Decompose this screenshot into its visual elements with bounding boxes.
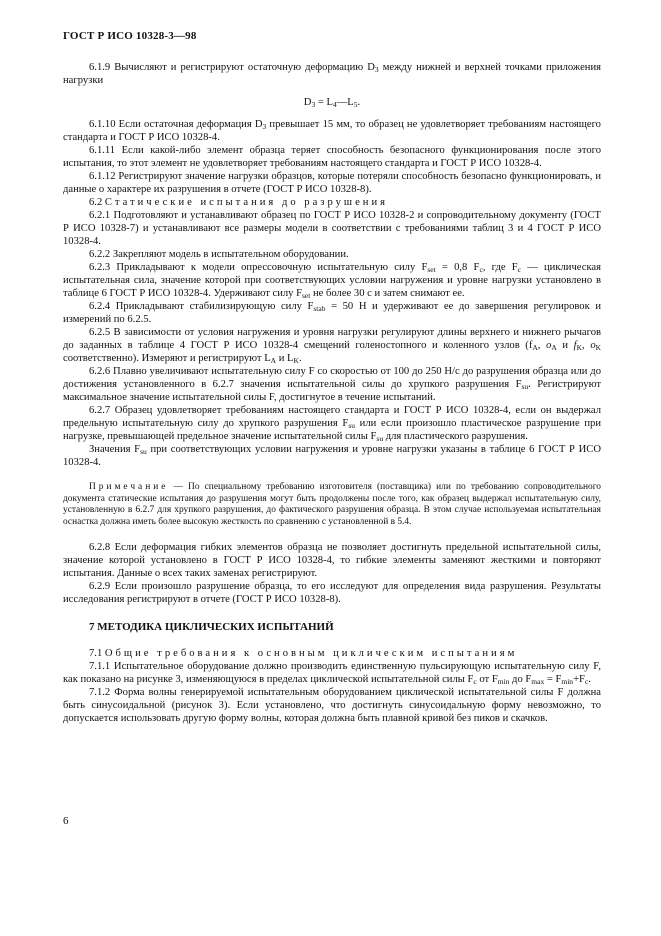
paragraph-6-2-9: 6.2.9 Если произошло разрушение образца, то его исследуют для определения вида разрушения. Результаты исследования регистрируют в отчете (ГОСТ Р ИСО 10328-8). — [63, 581, 601, 606]
paragraph-7-1-2: 7.1.2 Форма волны генерируемой испытательным оборудованием циклической испытательной силы F должна быть синусоидальной (рисунок 3). Если установлено, что достигнуть синусоидальную форму невозможно, то допускается использовать другую форму волны, которая должна быть плавной кривой без пиков и скачков. — [63, 687, 601, 725]
paragraph-6-1-11: 6.1.11 Если какой-либо элемент образца теряет способность безопасного функционирования после этого испытания, то этот элемент не удовлетворяет требованиям настоящего стандарта и ГОСТ Р ИСО 10328-4. — [63, 145, 601, 169]
subsection-heading-6-2: 6.2 Статические испытания до разрушения — [89, 197, 388, 208]
paragraph-6-2-7: 6.2.7 Образец удовлетворяет требованиям настоящего стандарта и ГОСТ Р ИСО 10328-4, если он выдержал предельную испытательную силу до хрупкого разрушения $F_{su}$ или если произошло пластическое разрушение при нагрузке, превышающей предельное значение испытательной силы $F_{su}$ для пластического разрушения. — [63, 405, 601, 443]
running-header: ГОСТ Р ИСО 10328-3—98 — [63, 30, 197, 42]
note-label: Примечание — [89, 482, 169, 492]
paragraph-6-2-3: 6.2.3 Прикладывают к модели опрессовочную испытательную силу $F_{set} = 0,8$ $F_c$, где $F_c$ — циклическая испытательная сила, значение которой при соответствующих условии нагружения и уровне нагрузки установлено в таблице 6 ГОСТ Р ИСО 10328-4. Удерживают силу $F_{set}$ не более 30 с и затем снимают ее. — [63, 262, 602, 300]
page-number: 6 — [63, 815, 69, 827]
paragraph-6-1-9: 6.1.9 Вычисляют и регистрируют остаточную деформацию $D_3$ между нижней и верхней точками приложения нагрузки — [63, 62, 601, 86]
paragraph-6-2-6: 6.2.6 Плавно увеличивают испытательную силу F со скоростью от 100 до 250 Н/с до разрушения образца или до достижения установленного в 6.2.7 значения испытательной силы до хрупкого разрушения $F_{su}$. Регистрируют максимальное значение испытательной силы F, достигнутое в течение испытаний. — [63, 366, 601, 403]
formula-d3: $D_3$ = $L_4—L_5$. — [303, 97, 361, 109]
subsection-heading-7-1: 7.1 Общие требования к основным циклическим испытаниям — [89, 648, 518, 660]
paragraph-6-1-12: 6.1.12 Регистрируют значение нагрузки образцов, которые потеряли способность безопасно функционировать, и данные о характере их разрушения в отчете (ГОСТ Р ИСО 10328-8). — [63, 171, 601, 195]
paragraph-6-2-4: 6.2.4 Прикладывают стабилизирующую силу $F_{stab} = 50$ Н и удерживают ее до завершения регулировок и измерений по 6.2.5. — [63, 301, 601, 325]
paragraph-6-2-7-values: Значения $F_{su}$ при соответствующих условии нагружения и уровне нагрузки указаны в таблице 6 ГОСТ Р ИСО 10328-4. — [63, 444, 601, 468]
paragraph-6-2-5: 6.2.5 В зависимости от условия нагружения и уровня нагрузки регулируют длины верхнего и нижнего рычагов до заданных в таблице 4 ГОСТ Р ИСО 10328-4 смещений голеностопного и коленного узлов ($f_A$, $o_A$ и $f_K$, $o_K$ соответственно). Измеряют и регистрируют $L_A$ и $L_K$. — [63, 327, 602, 365]
paragraph-6-2-2: 6.2.2 Закрепляют модель в испытательном оборудовании. — [89, 249, 349, 260]
note-block: Примечание — По специальному требованию изготовителя (поставщика) или по требованию сопроводительного документа статические испытания до разрушения могут быть продолжены после того, как образец выдержал испытательную силу, установленную в 6.2.7 для хрупкого разрушения, до фактического разрушения образца. В этом случае используемая испытательная оснастка должна иметь более высокую жесткость по сравнению с установленной в 5.4. — [63, 482, 601, 527]
paragraph-6-2-8: 6.2.8 Если деформация гибких элементов образца не позволяет достигнуть предельной испытательной силы, значение которой установлено в ГОСТ Р ИСО 10328-4, то гибкие элементы заменяют жесткими и повторяют испытания. Данные о всех таких заменах регистрируют. — [63, 542, 601, 580]
paragraph-6-2-1: 6.2.1 Подготовляют и устанавливают образец по ГОСТ Р ИСО 10328-2 и сопроводительному документу (ГОСТ Р ИСО 10328-7) и устанавливают все размеры модели в соответствии с требованиями таблиц 3 и 4 ГОСТ Р ИСО 10328-4. — [63, 210, 601, 247]
paragraph-6-1-10: 6.1.10 Если остаточная деформация $D_3$ превышает 15 мм, то образец не удовлетворяет требованиям настоящего стандарта и ГОСТ Р ИСО 10328-4. — [63, 119, 601, 143]
section-heading-7: 7 МЕТОДИКА ЦИКЛИЧЕСКИХ ИСПЫТАНИЙ — [89, 621, 334, 634]
paragraph-7-1-1: 7.1.1 Испытательное оборудование должно производить единственную пульсирующую испытательную силу F, как показано на рисунке 3, изменяющуюся в пределах циклической испытательной силы $F_c$ от $F_{min}$ до $F_{max} = F_{min}+F_c$. — [63, 661, 601, 687]
